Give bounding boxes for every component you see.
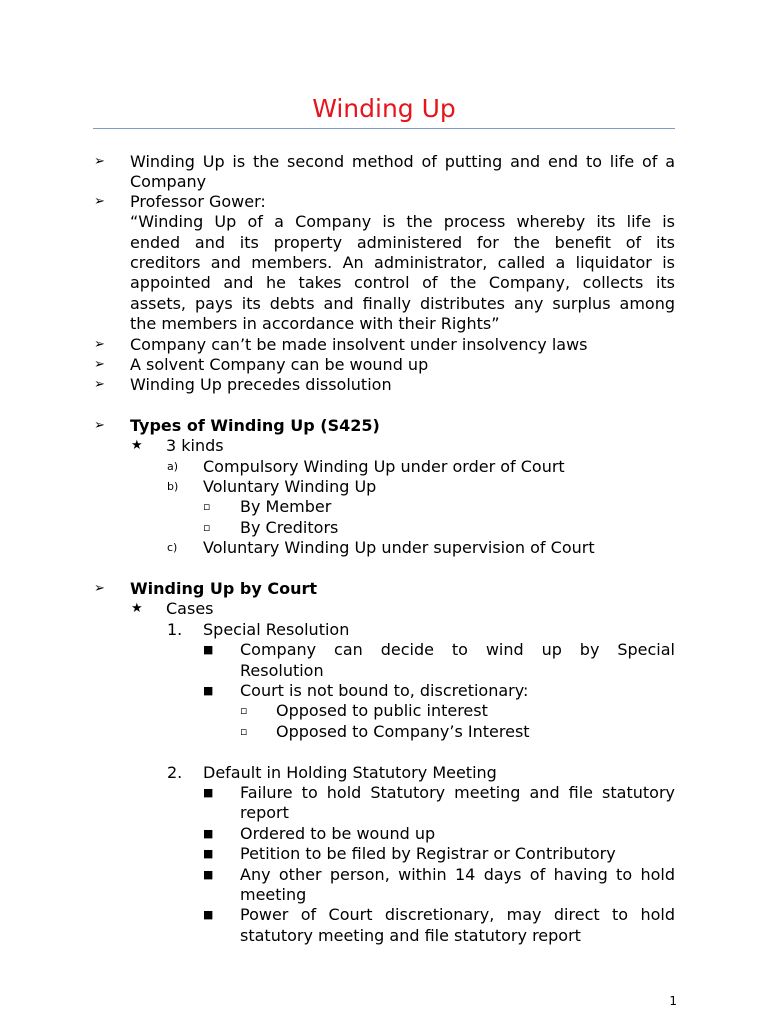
text-line: Resolution bbox=[240, 661, 324, 680]
text-line: Compulsory Winding Up under order of Court bbox=[203, 457, 565, 476]
bullet-marker: ■ bbox=[203, 827, 214, 840]
bullet-marker: ■ bbox=[203, 643, 214, 656]
bullet-marker: ■ bbox=[203, 786, 214, 799]
bullet-marker: 1. bbox=[167, 620, 183, 639]
text-line: Winding Up precedes dissolution bbox=[130, 375, 392, 394]
bullet-marker: ➢ bbox=[94, 337, 105, 352]
bullet-marker: ➢ bbox=[94, 357, 105, 372]
text-line: statutory meeting and file statutory report bbox=[240, 926, 581, 945]
section-heading: Winding Up by Court bbox=[130, 579, 318, 598]
bullet-marker: ▫ bbox=[203, 500, 211, 513]
bullet-marker: ➢ bbox=[94, 154, 105, 169]
bullet-marker: ★ bbox=[131, 438, 143, 453]
text-line: Any other person, within 14 days of having to hold bbox=[240, 865, 675, 884]
text-line: ended and its property administered for the benefit of its bbox=[130, 233, 675, 252]
text-line: Court is not bound to, discretionary: bbox=[240, 681, 529, 700]
bullet-marker: ➢ bbox=[94, 418, 105, 433]
text-line: Voluntary Winding Up under supervision of Court bbox=[203, 538, 595, 557]
bullet-marker: ★ bbox=[131, 601, 143, 616]
text-line: 3 kinds bbox=[166, 436, 224, 455]
text-line: Winding Up is the second method of putting and end to life of a bbox=[130, 152, 675, 171]
text-line: Ordered to be wound up bbox=[240, 824, 436, 843]
text-line: report bbox=[240, 803, 289, 822]
bullet-marker: b) bbox=[167, 480, 179, 493]
text-line: Professor Gower: bbox=[130, 192, 266, 211]
text-line: assets, pays its debts and finally distributes any surplus among bbox=[130, 294, 675, 313]
page-title: Winding Up bbox=[312, 94, 456, 123]
text-line: Cases bbox=[166, 599, 214, 618]
section-heading: Types of Winding Up (S425) bbox=[130, 416, 380, 435]
text-line: Default in Holding Statutory Meeting bbox=[203, 763, 497, 782]
bullet-marker: ▫ bbox=[240, 725, 248, 738]
text-line: Power of Court discretionary, may direct to hold bbox=[240, 905, 675, 924]
text-line: By Member bbox=[240, 497, 332, 516]
bullet-marker: ▫ bbox=[240, 704, 248, 717]
text-line: Company can’t be made insolvent under insolvency laws bbox=[130, 335, 588, 354]
bullet-marker: ■ bbox=[203, 908, 214, 921]
text-line: meeting bbox=[240, 885, 307, 904]
text-line: A solvent Company can be wound up bbox=[130, 355, 429, 374]
text-line: “Winding Up of a Company is the process whereby its life is bbox=[130, 212, 675, 231]
text-line: creditors and members. An administrator, called a liquidator is bbox=[130, 253, 675, 272]
bullet-marker: ➢ bbox=[94, 194, 105, 209]
text-line: Special Resolution bbox=[203, 620, 350, 639]
bullet-marker: a) bbox=[167, 460, 179, 473]
bullet-marker: ■ bbox=[203, 847, 214, 860]
bullet-marker: ▫ bbox=[203, 521, 211, 534]
text-line: By Creditors bbox=[240, 518, 339, 537]
page-number: 1 bbox=[669, 994, 677, 1008]
text-line: Opposed to public interest bbox=[276, 701, 488, 720]
text-line: Petition to be filed by Registrar or Contributory bbox=[240, 844, 616, 863]
bullet-marker: c) bbox=[167, 541, 178, 554]
bullet-marker: ■ bbox=[203, 868, 214, 881]
text-line: Failure to hold Statutory meeting and file statutory bbox=[240, 783, 675, 802]
text-line: the members in accordance with their Rights” bbox=[130, 314, 500, 333]
text-line: Voluntary Winding Up bbox=[203, 477, 377, 496]
bullet-marker: 2. bbox=[167, 763, 183, 782]
bullet-marker: ➢ bbox=[94, 377, 105, 392]
text-line: Company bbox=[130, 172, 207, 191]
bullet-marker: ➢ bbox=[94, 581, 105, 596]
text-line: Opposed to Company’s Interest bbox=[276, 722, 530, 741]
bullet-marker: ■ bbox=[203, 684, 214, 697]
title-divider bbox=[93, 128, 675, 129]
text-line: appointed and he takes control of the Company, collects its bbox=[130, 273, 675, 292]
text-line: Company can decide to wind up by Special bbox=[240, 640, 675, 659]
